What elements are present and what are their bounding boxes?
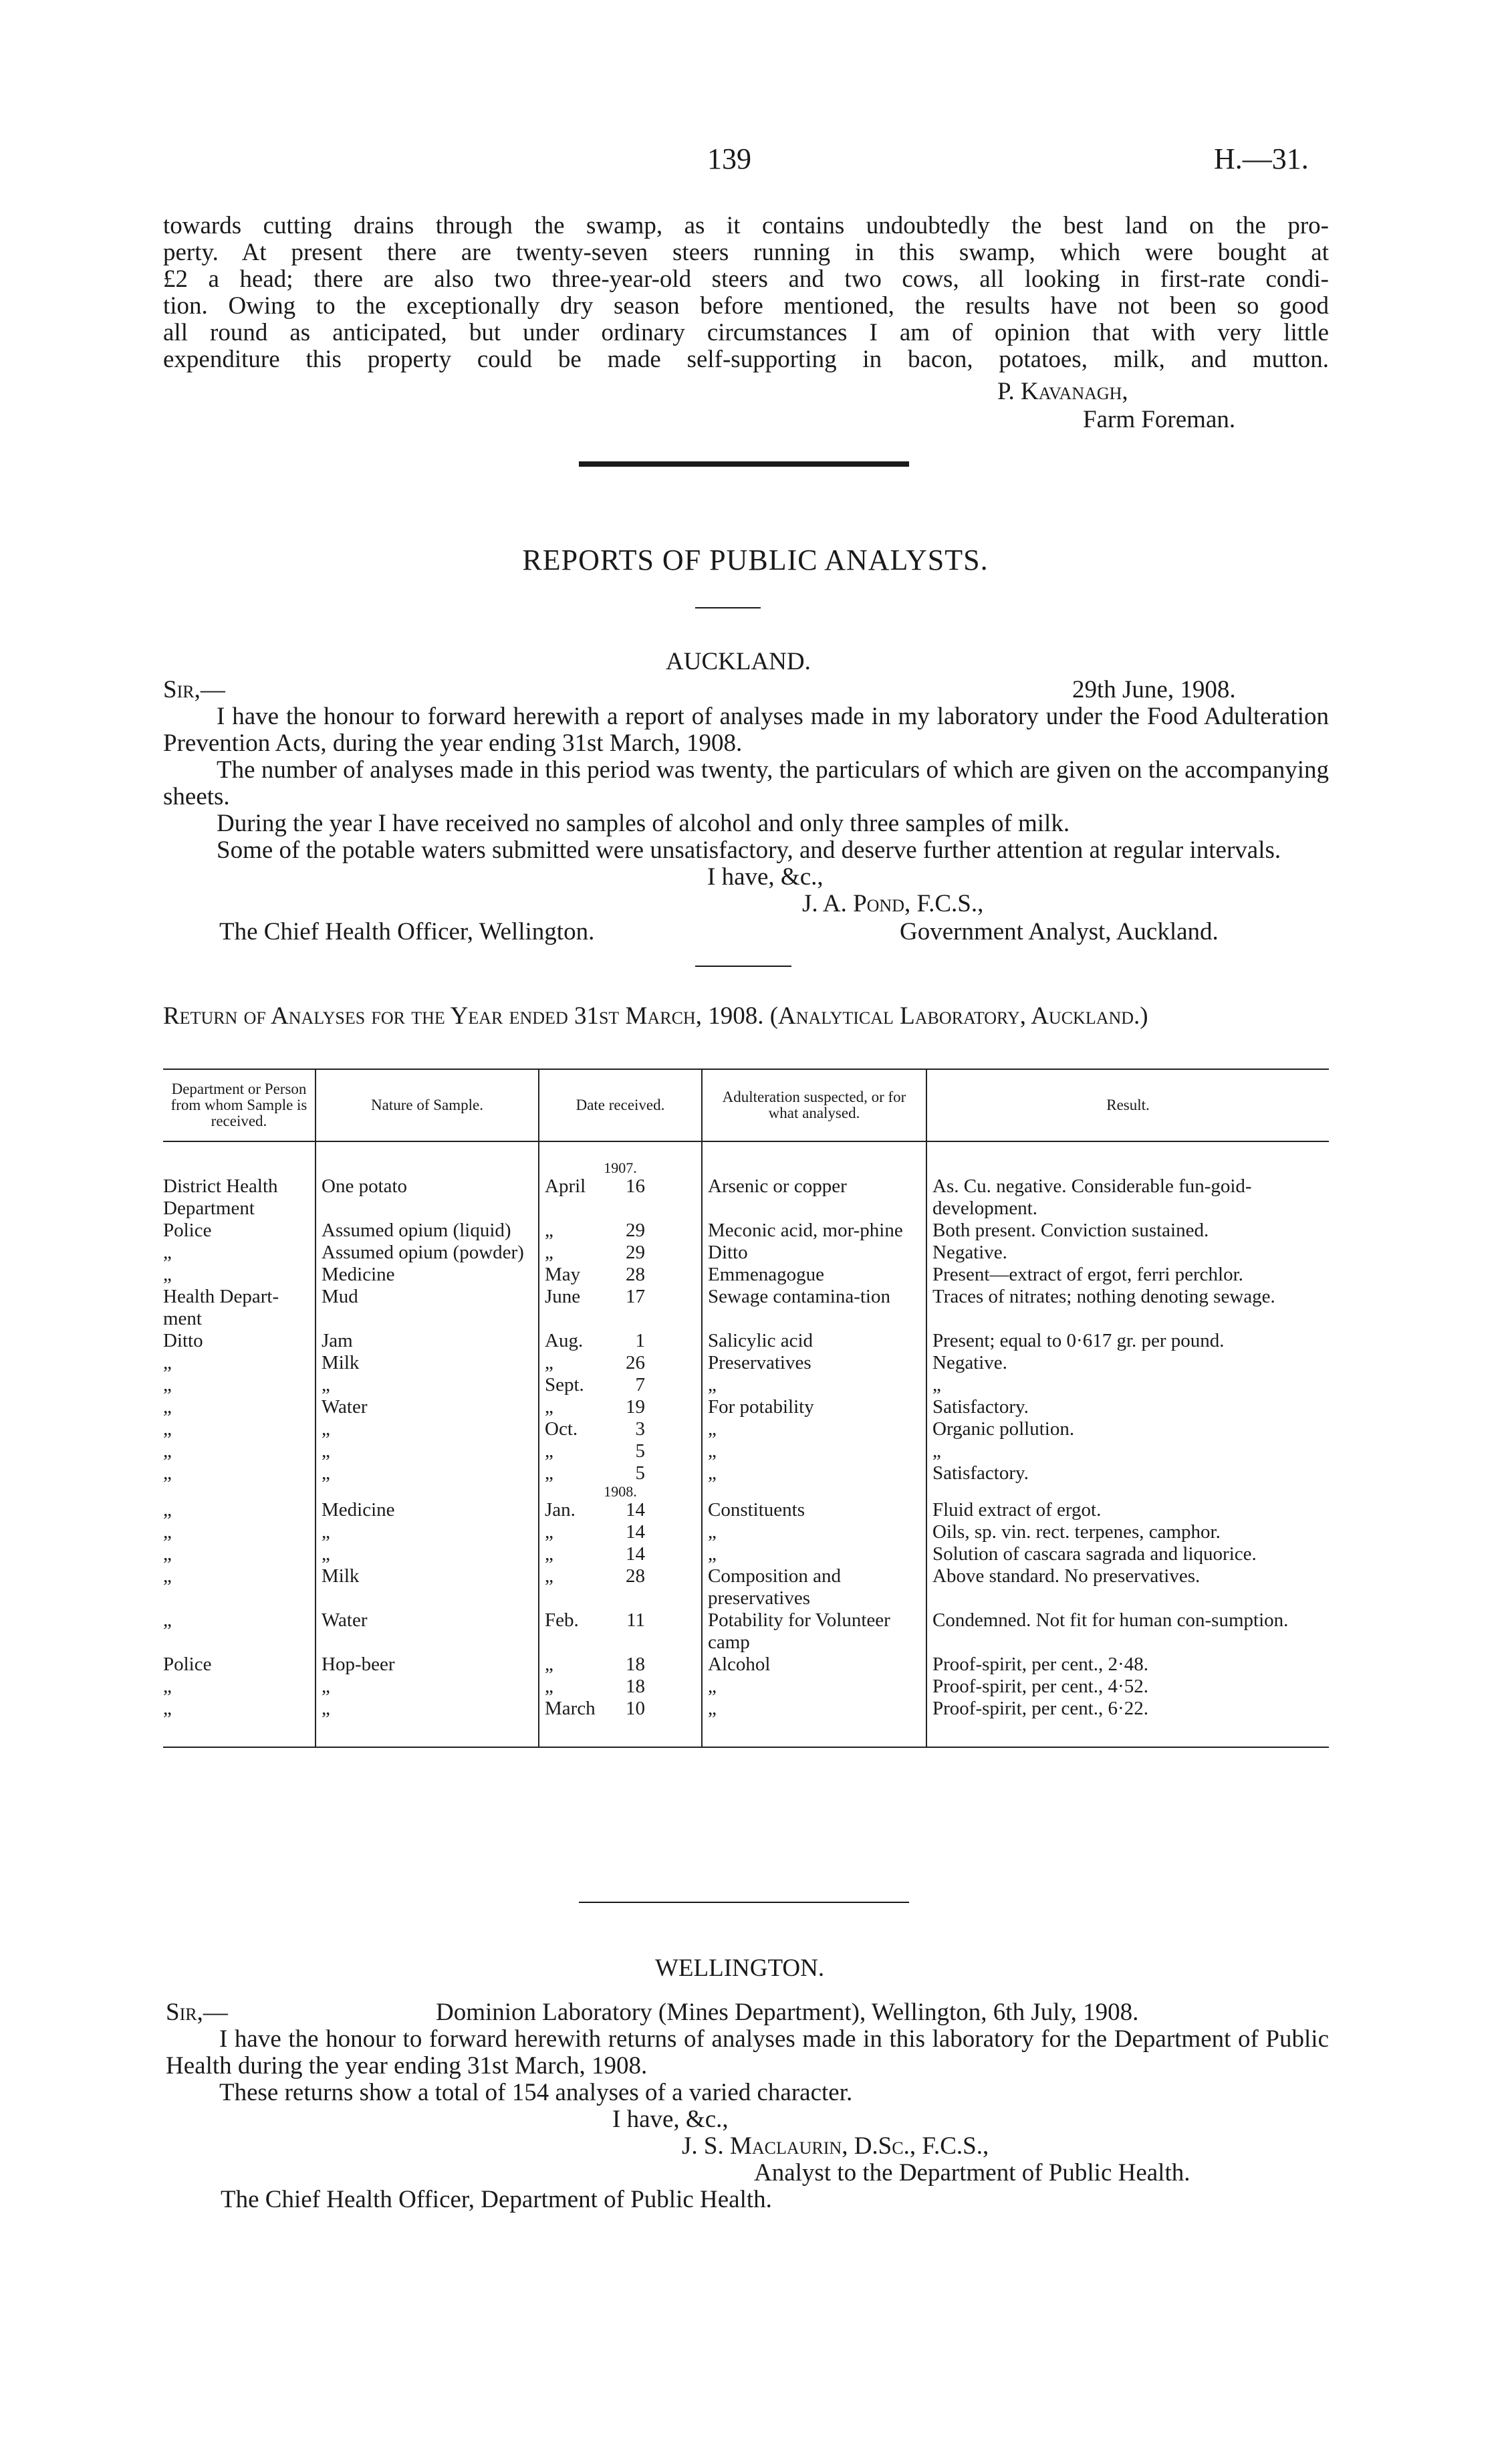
date-month: „ <box>545 1676 553 1697</box>
auckland-heading: AUCKLAND. <box>666 648 811 675</box>
table-row <box>163 1374 1329 1396</box>
department-cell: Police <box>163 1654 212 1675</box>
date-month: March <box>545 1698 596 1719</box>
date-month: Aug. <box>545 1330 584 1351</box>
date-day: 19 <box>626 1396 645 1418</box>
sample-cell: Jam <box>316 1330 539 1352</box>
purpose-cell: Ditto <box>702 1242 926 1264</box>
date-day: 10 <box>626 1698 645 1719</box>
auckland-signer: J. A. Pond, F.C.S., <box>802 890 984 917</box>
purpose-cell: Potability for Volunteer camp <box>702 1609 926 1654</box>
section-divider <box>579 1902 909 1903</box>
date-cell <box>539 1396 702 1418</box>
purpose-cell: Composition and preservatives <box>702 1565 926 1609</box>
result-cell: Negative. <box>926 1242 1329 1264</box>
department-cell: „ <box>163 1462 172 1484</box>
date-month: „ <box>545 1242 553 1263</box>
sample-cell: „ <box>316 1418 539 1440</box>
wellington-closing: I have, &c., <box>612 2106 729 2133</box>
date-cell <box>539 1499 702 1521</box>
sample-cell: Mud <box>316 1286 539 1330</box>
purpose-cell: „ <box>702 1440 926 1462</box>
purpose-cell: Constituents <box>702 1499 926 1521</box>
purpose-cell: „ <box>702 1676 926 1698</box>
result-cell: Satisfactory. <box>926 1462 1329 1484</box>
wellington-dateline: Dominion Laboratory (Mines Department), Wellington, 6th July, 1908. <box>436 1999 1139 2026</box>
purpose-cell: Emmenagogue <box>702 1264 926 1286</box>
wellington-salutation: Sir,— <box>166 1999 228 2026</box>
date-cell <box>539 1374 702 1396</box>
date-cell <box>539 1264 702 1286</box>
table-row <box>163 1521 1329 1543</box>
wellington-signer-title: Analyst to the Department of Public Health. <box>754 2159 1190 2187</box>
auckland-paragraph: The number of analyses made in this period was twenty, the particulars of which are given on the accompanying sheets. <box>163 756 1329 810</box>
date-cell <box>539 1609 702 1654</box>
table-row <box>163 1543 1329 1565</box>
department-cell: „ <box>163 1352 172 1373</box>
department-cell: „ <box>163 1698 172 1719</box>
result-cell: Proof-spirit, per cent., 2·48. <box>926 1654 1329 1676</box>
date-day: 5 <box>635 1440 645 1462</box>
wellington-paragraph: These returns show a total of 154 analyses of a varied character. <box>219 2079 853 2106</box>
section-title: REPORTS OF PUBLIC ANALYSTS. <box>522 544 989 576</box>
department-cell: „ <box>163 1418 172 1440</box>
purpose-cell: Arsenic or copper <box>702 1175 926 1220</box>
department-cell: „ <box>163 1374 172 1395</box>
table-header-row <box>163 1069 1329 1141</box>
date-cell <box>539 1330 702 1352</box>
date-day: 26 <box>626 1352 645 1373</box>
auckland-signer-title: Government Analyst, Auckland. <box>900 918 1219 945</box>
auckland-closing: I have, &c., <box>707 864 829 891</box>
date-month: Jan. <box>545 1499 576 1521</box>
date-month: „ <box>545 1440 553 1462</box>
table-row <box>163 1499 1329 1521</box>
date-month: „ <box>545 1396 553 1418</box>
date-month: Oct. <box>545 1418 578 1440</box>
date-cell <box>539 1543 702 1565</box>
farm-signature-name: P. Kavanagh, <box>997 378 1128 405</box>
auckland-addressee: The Chief Health Officer, Wellington. <box>219 918 595 945</box>
table-caption: Return of Analyses for the Year ended 31st March, 1908. (Analytical Laboratory, Auckland.) <box>163 1002 1148 1030</box>
purpose-cell: „ <box>702 1462 926 1484</box>
sample-cell: „ <box>316 1698 539 1720</box>
date-cell <box>539 1352 702 1374</box>
table-row <box>163 1264 1329 1286</box>
sample-cell: „ <box>316 1374 539 1396</box>
date-day: 29 <box>626 1220 645 1241</box>
result-cell: „ <box>926 1374 1329 1396</box>
date-day: 16 <box>626 1175 645 1197</box>
date-month: Sept. <box>545 1374 584 1395</box>
date-month: „ <box>545 1543 553 1565</box>
date-day: 7 <box>635 1374 645 1395</box>
table-row <box>163 1286 1329 1330</box>
purpose-cell: „ <box>702 1521 926 1543</box>
purpose-cell: Preservatives <box>702 1352 926 1374</box>
date-month: „ <box>545 1352 553 1373</box>
purpose-cell: „ <box>702 1418 926 1440</box>
department-cell: „ <box>163 1543 172 1565</box>
date-cell <box>539 1220 702 1242</box>
date-cell <box>539 1440 702 1462</box>
sample-cell: Assumed opium (liquid) <box>316 1220 539 1242</box>
auckland-paragraph: I have the honour to forward herewith a report of analyses made in my laboratory under the Food Adulteration Prevention Acts, during the year ending 31st March, 1908. <box>163 703 1329 757</box>
result-cell: „ <box>926 1440 1329 1462</box>
column-header: Department or Person from whom Sample is received. <box>163 1069 316 1141</box>
table-row <box>163 1676 1329 1698</box>
sample-cell: Medicine <box>316 1264 539 1286</box>
department-cell: „ <box>163 1440 172 1462</box>
table-row <box>163 1396 1329 1418</box>
date-month: April <box>545 1175 586 1197</box>
auckland-date: 29th June, 1908. <box>1072 676 1236 703</box>
result-cell: Satisfactory. <box>926 1396 1329 1418</box>
department-cell: „ <box>163 1264 172 1285</box>
text-line: towards cutting drains through the swamp, as it contains undoubtedly the best land on the pro- <box>163 212 1329 239</box>
table-row <box>163 1654 1329 1676</box>
date-cell <box>539 1286 702 1330</box>
sample-cell: One potato <box>316 1175 539 1220</box>
department-cell: „ <box>163 1242 172 1263</box>
date-day: 17 <box>626 1286 645 1307</box>
auckland-paragraph: Some of the potable waters submitted were unsatisfactory, and deserve further attention at regular intervals. <box>217 836 1281 864</box>
column-header: Nature of Sample. <box>316 1069 539 1141</box>
farm-signature-title: Farm Foreman. <box>1083 406 1236 433</box>
date-day: 18 <box>626 1676 645 1697</box>
result-cell: Negative. <box>926 1352 1329 1374</box>
purpose-cell: „ <box>702 1698 926 1720</box>
department-cell: „ <box>163 1609 172 1631</box>
text-line: perty. At present there are twenty-seven steers running in this swamp, which were bought at <box>163 239 1329 266</box>
sample-cell: Water <box>316 1396 539 1418</box>
department-cell: Police <box>163 1220 212 1241</box>
date-month: „ <box>545 1654 553 1675</box>
department-cell: „ <box>163 1396 172 1418</box>
wellington-heading: WELLINGTON. <box>655 1954 825 1982</box>
table-row <box>163 1440 1329 1462</box>
purpose-cell: Meconic acid, mor-phine <box>702 1220 926 1242</box>
wellington-addressee: The Chief Health Officer, Department of Public Health. <box>221 2186 772 2213</box>
date-day: 11 <box>626 1609 645 1631</box>
table-bottom-rule <box>163 1720 1329 1747</box>
result-cell: As. Cu. negative. Considerable fun-goid-development. <box>926 1175 1329 1220</box>
result-cell: Both present. Conviction sustained. <box>926 1220 1329 1242</box>
date-month: „ <box>545 1565 553 1587</box>
sample-cell: Milk <box>316 1352 539 1374</box>
result-cell: Present; equal to 0·617 gr. per pound. <box>926 1330 1329 1352</box>
table-row <box>163 1565 1329 1609</box>
department-cell: „ <box>163 1499 172 1521</box>
date-day: 5 <box>635 1462 645 1484</box>
department-cell: Health Depart-ment <box>163 1286 279 1329</box>
text-line: expenditure this property could be made self-supporting in bacon, potatoes, milk, and mutton. <box>163 346 1329 373</box>
date-cell <box>539 1521 702 1543</box>
result-cell: Oils, sp. vin. rect. terpenes, camphor. <box>926 1521 1329 1543</box>
section-divider <box>579 461 909 467</box>
department-cell: District Health Department <box>163 1175 278 1219</box>
auckland-paragraph: During the year I have received no samples of alcohol and only three samples of milk. <box>217 810 1070 837</box>
text-line: all round as anticipated, but under ordinary circumstances I am of opinion that with very little <box>163 319 1329 346</box>
result-cell: Present—extract of ergot, ferri perchlor. <box>926 1264 1329 1286</box>
date-day: 14 <box>626 1543 645 1565</box>
purpose-cell: „ <box>702 1374 926 1396</box>
table-row <box>163 1418 1329 1440</box>
sample-cell: Medicine <box>316 1499 539 1521</box>
date-day: 14 <box>626 1521 645 1543</box>
date-month: „ <box>545 1462 553 1484</box>
table-row <box>163 1609 1329 1654</box>
text-line: £2 a head; there are also two three-year-old steers and two cows, all looking in first-rate condi- <box>163 265 1329 293</box>
date-day: 18 <box>626 1654 645 1675</box>
sample-cell: Assumed opium (powder) <box>316 1242 539 1264</box>
sample-cell: „ <box>316 1440 539 1462</box>
sample-cell: Hop-beer <box>316 1654 539 1676</box>
sample-cell: Water <box>316 1609 539 1654</box>
purpose-cell: „ <box>702 1543 926 1565</box>
purpose-cell: Salicylic acid <box>702 1330 926 1352</box>
table-row <box>163 1330 1329 1352</box>
result-cell: Organic pollution. <box>926 1418 1329 1440</box>
date-cell <box>539 1242 702 1264</box>
result-cell: Fluid extract of ergot. <box>926 1499 1329 1521</box>
analyses-table <box>163 1069 1329 1748</box>
column-header: Result. <box>926 1069 1329 1141</box>
department-cell: „ <box>163 1676 172 1697</box>
result-cell: Condemned. Not fit for human con-sumption. <box>926 1609 1329 1654</box>
table-row <box>163 1220 1329 1242</box>
department-cell: „ <box>163 1521 172 1543</box>
sample-cell: Milk <box>316 1565 539 1609</box>
date-month: Feb. <box>545 1609 579 1631</box>
date-day: 1 <box>635 1330 645 1351</box>
date-day: 29 <box>626 1242 645 1263</box>
department-cell: Ditto <box>163 1330 203 1351</box>
result-cell: Proof-spirit, per cent., 4·52. <box>926 1676 1329 1698</box>
sample-cell: „ <box>316 1521 539 1543</box>
department-cell: „ <box>163 1565 172 1587</box>
column-header: Date received. <box>539 1069 702 1141</box>
year-label: 1907. <box>604 1159 637 1176</box>
date-month: May <box>545 1264 581 1285</box>
table-row <box>163 1698 1329 1720</box>
sample-cell: „ <box>316 1543 539 1565</box>
page-number: 139 <box>707 142 751 175</box>
purpose-cell: Alcohol <box>702 1654 926 1676</box>
result-cell: Above standard. No preservatives. <box>926 1565 1329 1609</box>
date-day: 28 <box>626 1565 645 1587</box>
auckland-salutation: Sir,— <box>163 676 225 703</box>
date-month: June <box>545 1286 581 1307</box>
column-header: Adulteration suspected, or for what analysed. <box>702 1069 926 1141</box>
wellington-paragraph: I have the honour to forward herewith returns of analyses made in this laboratory for the Department of Public Health during the year ending 31st March, 1908. <box>166 2025 1329 2080</box>
date-day: 28 <box>626 1264 645 1285</box>
text-line: tion. Owing to the exceptionally dry season before mentioned, the results have not been so good <box>163 292 1329 320</box>
purpose-cell: For potability <box>702 1396 926 1418</box>
date-cell <box>539 1565 702 1609</box>
year-separator-row <box>163 1484 1329 1499</box>
table-row <box>163 1352 1329 1374</box>
document-reference: H.—31. <box>1214 142 1309 175</box>
date-cell <box>539 1676 702 1698</box>
year-label: 1908. <box>604 1483 637 1500</box>
date-month: „ <box>545 1220 553 1241</box>
date-day: 14 <box>626 1499 645 1521</box>
sample-cell: „ <box>316 1462 539 1484</box>
short-divider <box>695 966 791 967</box>
table-row <box>163 1242 1329 1264</box>
date-day: 3 <box>635 1418 645 1440</box>
wellington-signer: J. S. Maclaurin, D.Sc., F.C.S., <box>682 2132 989 2160</box>
date-cell <box>539 1462 702 1484</box>
date-cell <box>539 1418 702 1440</box>
result-cell: Proof-spirit, per cent., 6·22. <box>926 1698 1329 1720</box>
date-month: „ <box>545 1521 553 1543</box>
table-row <box>163 1175 1329 1220</box>
table-row <box>163 1462 1329 1484</box>
date-cell <box>539 1698 702 1720</box>
result-cell: Traces of nitrates; nothing denoting sewage. <box>926 1286 1329 1330</box>
short-divider <box>695 607 761 608</box>
date-cell <box>539 1654 702 1676</box>
sample-cell: „ <box>316 1676 539 1698</box>
purpose-cell: Sewage contamina-tion <box>702 1286 926 1330</box>
date-cell <box>539 1175 702 1220</box>
result-cell: Solution of cascara sagrada and liquorice. <box>926 1543 1329 1565</box>
